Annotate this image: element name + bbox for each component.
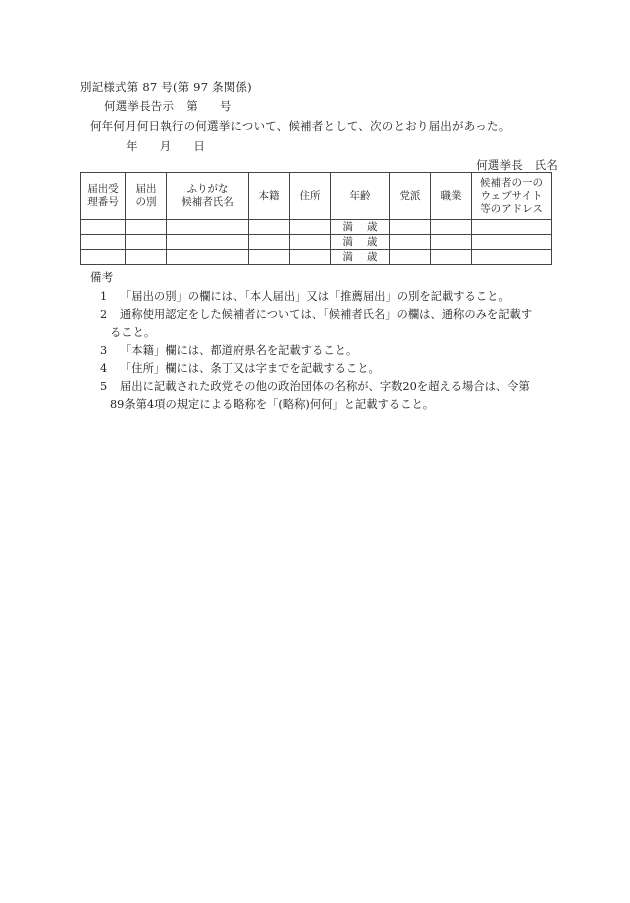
table-cell <box>167 220 249 235</box>
note-number: 2 <box>100 308 108 321</box>
notice-number-dai: 第 <box>186 99 198 113</box>
notice-number <box>104 99 232 113</box>
age-prefix: 満 <box>342 235 353 248</box>
age-suffix: 歳 <box>367 250 378 263</box>
header-cell: 届出 の別 <box>126 173 167 220</box>
table-row <box>81 220 552 235</box>
intro-text: 何年何月何日執行の何選挙について、候補者として、次のとおり届出があった。 <box>90 119 511 133</box>
table-header-row <box>81 173 552 220</box>
table-cell <box>431 250 472 265</box>
age-cell <box>331 235 390 250</box>
table-cell <box>126 235 167 250</box>
note-number: 5 <box>100 380 108 393</box>
header-cell: 住所 <box>290 173 331 220</box>
table-cell <box>290 250 331 265</box>
date-day: 日 <box>193 139 206 153</box>
table-cell <box>390 250 431 265</box>
table-cell <box>472 220 552 235</box>
note-text: 通称使用認定をした候補者については、「候補者氏名」の欄は、通称のみを記載す <box>120 308 533 321</box>
table-cell <box>472 250 552 265</box>
note-text-continued: 89条第4項の規定による略称を「(略称)何何」と記載すること。 <box>110 398 435 411</box>
header-cell: 年齢 <box>331 173 390 220</box>
note-text: 「本籍」欄には、都道府県名を記載すること。 <box>120 344 358 357</box>
table-cell <box>390 235 431 250</box>
header-cell: 職業 <box>431 173 472 220</box>
table-cell <box>81 220 126 235</box>
note-item <box>100 306 540 342</box>
age-prefix: 満 <box>342 250 353 263</box>
table-cell <box>167 235 249 250</box>
age-suffix: 歳 <box>367 235 378 248</box>
table-body <box>81 220 552 265</box>
note-number: 3 <box>100 344 108 357</box>
note-item <box>100 378 540 414</box>
note-text: 「届出の別」の欄には、「本人届出」又は「推薦届出」の別を記載すること。 <box>120 290 510 303</box>
note-text: 「住所」欄には、条丁又は字までを記載すること。 <box>120 362 380 375</box>
note-number: 4 <box>100 362 108 375</box>
age-cell <box>331 250 390 265</box>
notice-date <box>126 139 205 153</box>
note-text-continued: ること。 <box>110 326 156 339</box>
form-number: 別記様式第 87 号(第 97 条関係) <box>80 80 252 94</box>
note-item <box>100 288 540 306</box>
date-month: 月 <box>159 139 172 153</box>
table-cell <box>290 235 331 250</box>
header-cell: 本籍 <box>249 173 290 220</box>
note-item <box>100 342 540 360</box>
table-cell <box>126 220 167 235</box>
table-cell <box>167 250 249 265</box>
note-number: 1 <box>100 290 108 303</box>
header-cell: 党派 <box>390 173 431 220</box>
table-row <box>81 250 552 265</box>
table-cell <box>249 220 290 235</box>
table-cell <box>431 220 472 235</box>
table-row <box>81 235 552 250</box>
table-cell <box>81 250 126 265</box>
header-cell: ふりがな 候補者氏名 <box>167 173 249 220</box>
table-cell <box>290 220 331 235</box>
table-cell <box>390 220 431 235</box>
table-cell <box>431 235 472 250</box>
table-cell <box>81 235 126 250</box>
age-suffix: 歳 <box>367 220 378 233</box>
signer: 何選挙長 氏名 <box>476 158 558 172</box>
table-cell <box>126 250 167 265</box>
age-prefix: 満 <box>342 220 353 233</box>
date-year: 年 <box>126 139 138 153</box>
notice-number-label: 何選挙長告示 <box>104 99 175 113</box>
table-cell <box>472 235 552 250</box>
table-cell <box>249 250 290 265</box>
table-cell <box>249 235 290 250</box>
note-text: 届出に記載された政党その他の政治団体の名称が、字数20を超える場合は、令第 <box>120 380 530 393</box>
header-cell: 届出受 理番号 <box>81 173 126 220</box>
notice-number-go: 号 <box>219 99 232 113</box>
notes-title: 備考 <box>90 270 114 284</box>
candidate-table <box>80 172 552 265</box>
note-item <box>100 360 540 378</box>
header-cell: 候補者の一の ウェブサイト 等のアドレス <box>472 173 552 220</box>
age-cell <box>331 220 390 235</box>
